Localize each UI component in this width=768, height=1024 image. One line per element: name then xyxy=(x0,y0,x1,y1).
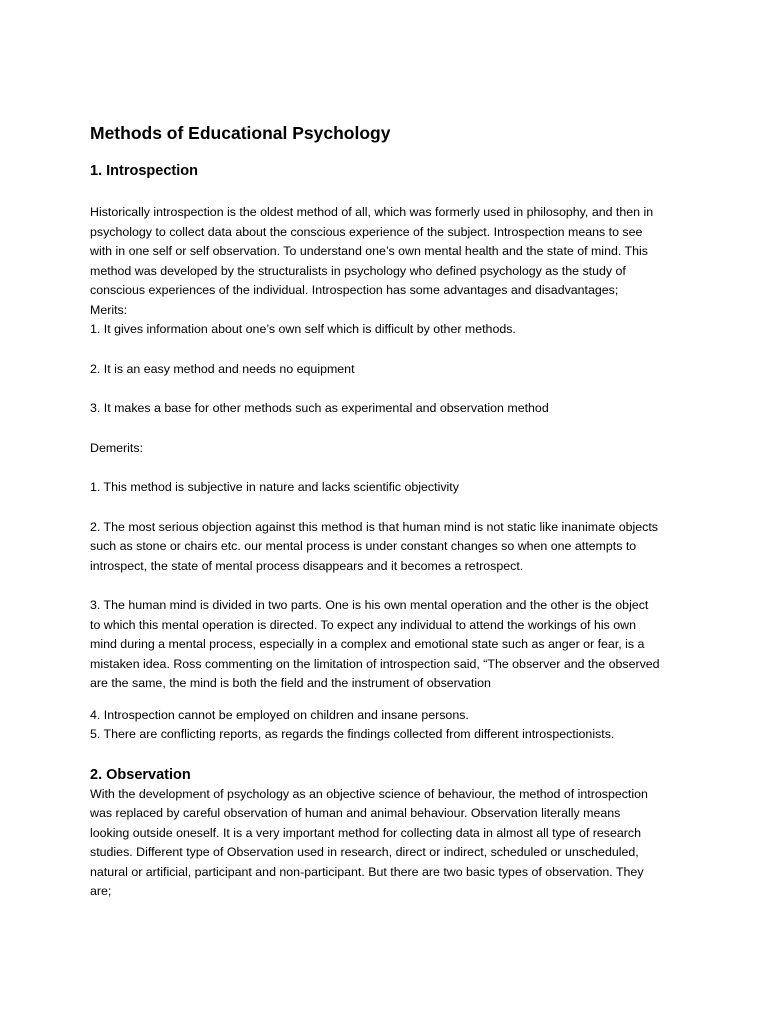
section-heading-observation: 2. Observation xyxy=(90,766,191,783)
paragraph-line: natural or artificial, participant and non-participant. But there are two basic types of observation. They xyxy=(90,864,644,879)
paragraph-line: 2. The most serious objection against this method is that human mind is not static like inanimate objects xyxy=(90,519,658,534)
merit-item: 2. It is an easy method and needs no equipment xyxy=(90,361,355,376)
merits-label: Merits: xyxy=(90,302,128,317)
document-title: Methods of Educational Psychology xyxy=(90,123,391,143)
paragraph-line: Historically introspection is the oldest method of all, which was formerly used in philosophy, and then in xyxy=(90,205,654,219)
paragraph-line: studies. Different type of Observation used in research, direct or indirect, scheduled or unscheduled, xyxy=(90,845,639,859)
observation-paragraph xyxy=(90,785,690,902)
paragraph-line: such as stone or chairs etc. our mental process is under constant changes so when one attempts to xyxy=(90,539,637,553)
paragraph-line: are; xyxy=(90,884,112,898)
paragraph-line: was replaced by careful observation of human and animal behaviour. Observation literally means xyxy=(90,806,621,820)
paragraph-line: introspect, the state of mental process disappears and it becomes a retrospect. xyxy=(90,558,524,573)
merit-item: 1. It gives information about one’s own self which is difficult by other methods. xyxy=(90,322,516,336)
paragraph-line: mistaken idea. Ross commenting on the limitation of introspection said, “The observer and the observed xyxy=(90,656,660,671)
demerits-label: Demerits: xyxy=(90,440,144,455)
demerit-item: 4. Introspection cannot be employed on children and insane persons. xyxy=(90,707,469,722)
paragraph-line: to which this mental operation is directed. To expect any individual to attend the workings of his own xyxy=(90,617,636,632)
demerit-item: 1. This method is subjective in nature and lacks scientific objectivity xyxy=(90,480,459,494)
paragraph-line: psychology to collect data about the conscious experience of the subject. Introspection means to see xyxy=(90,224,643,239)
paragraph-line: method was developed by the structuralists in psychology who defined psychology as the study of xyxy=(90,263,626,278)
section-heading-introspection: 1. Introspection xyxy=(90,163,198,179)
merit-item: 3. It makes a base for other methods such as experimental and observation method xyxy=(90,401,549,415)
introspection-intro-paragraph xyxy=(90,203,690,301)
demerit-item xyxy=(90,518,690,577)
demerit-item xyxy=(90,596,690,694)
paragraph-line: looking outside oneself. It is a very important method for collecting data in almost all type of research xyxy=(90,825,641,840)
paragraph-line: 3. The human mind is divided in two parts. One is his own mental operation and the other is the object xyxy=(90,598,649,612)
paragraph-line: mind during a mental process, especially in a complex and emotional state such as anger or fear, is a xyxy=(90,637,645,651)
paragraph-line: with in one self or self observation. To understand one’s own mental health and the state of mind. This xyxy=(90,244,648,258)
paragraph-line: are the same, the mind is both the field and the instrument of observation xyxy=(90,676,491,690)
paragraph-line: conscious experiences of the individual. Introspection has some advantages and disadvantages; xyxy=(90,283,619,297)
paragraph-line: With the development of psychology as an objective science of behaviour, the method of introspection xyxy=(90,786,648,801)
document-content xyxy=(90,122,690,902)
demerit-item: 5. There are conflicting reports, as regards the findings collected from different introspectionists. xyxy=(90,727,615,741)
